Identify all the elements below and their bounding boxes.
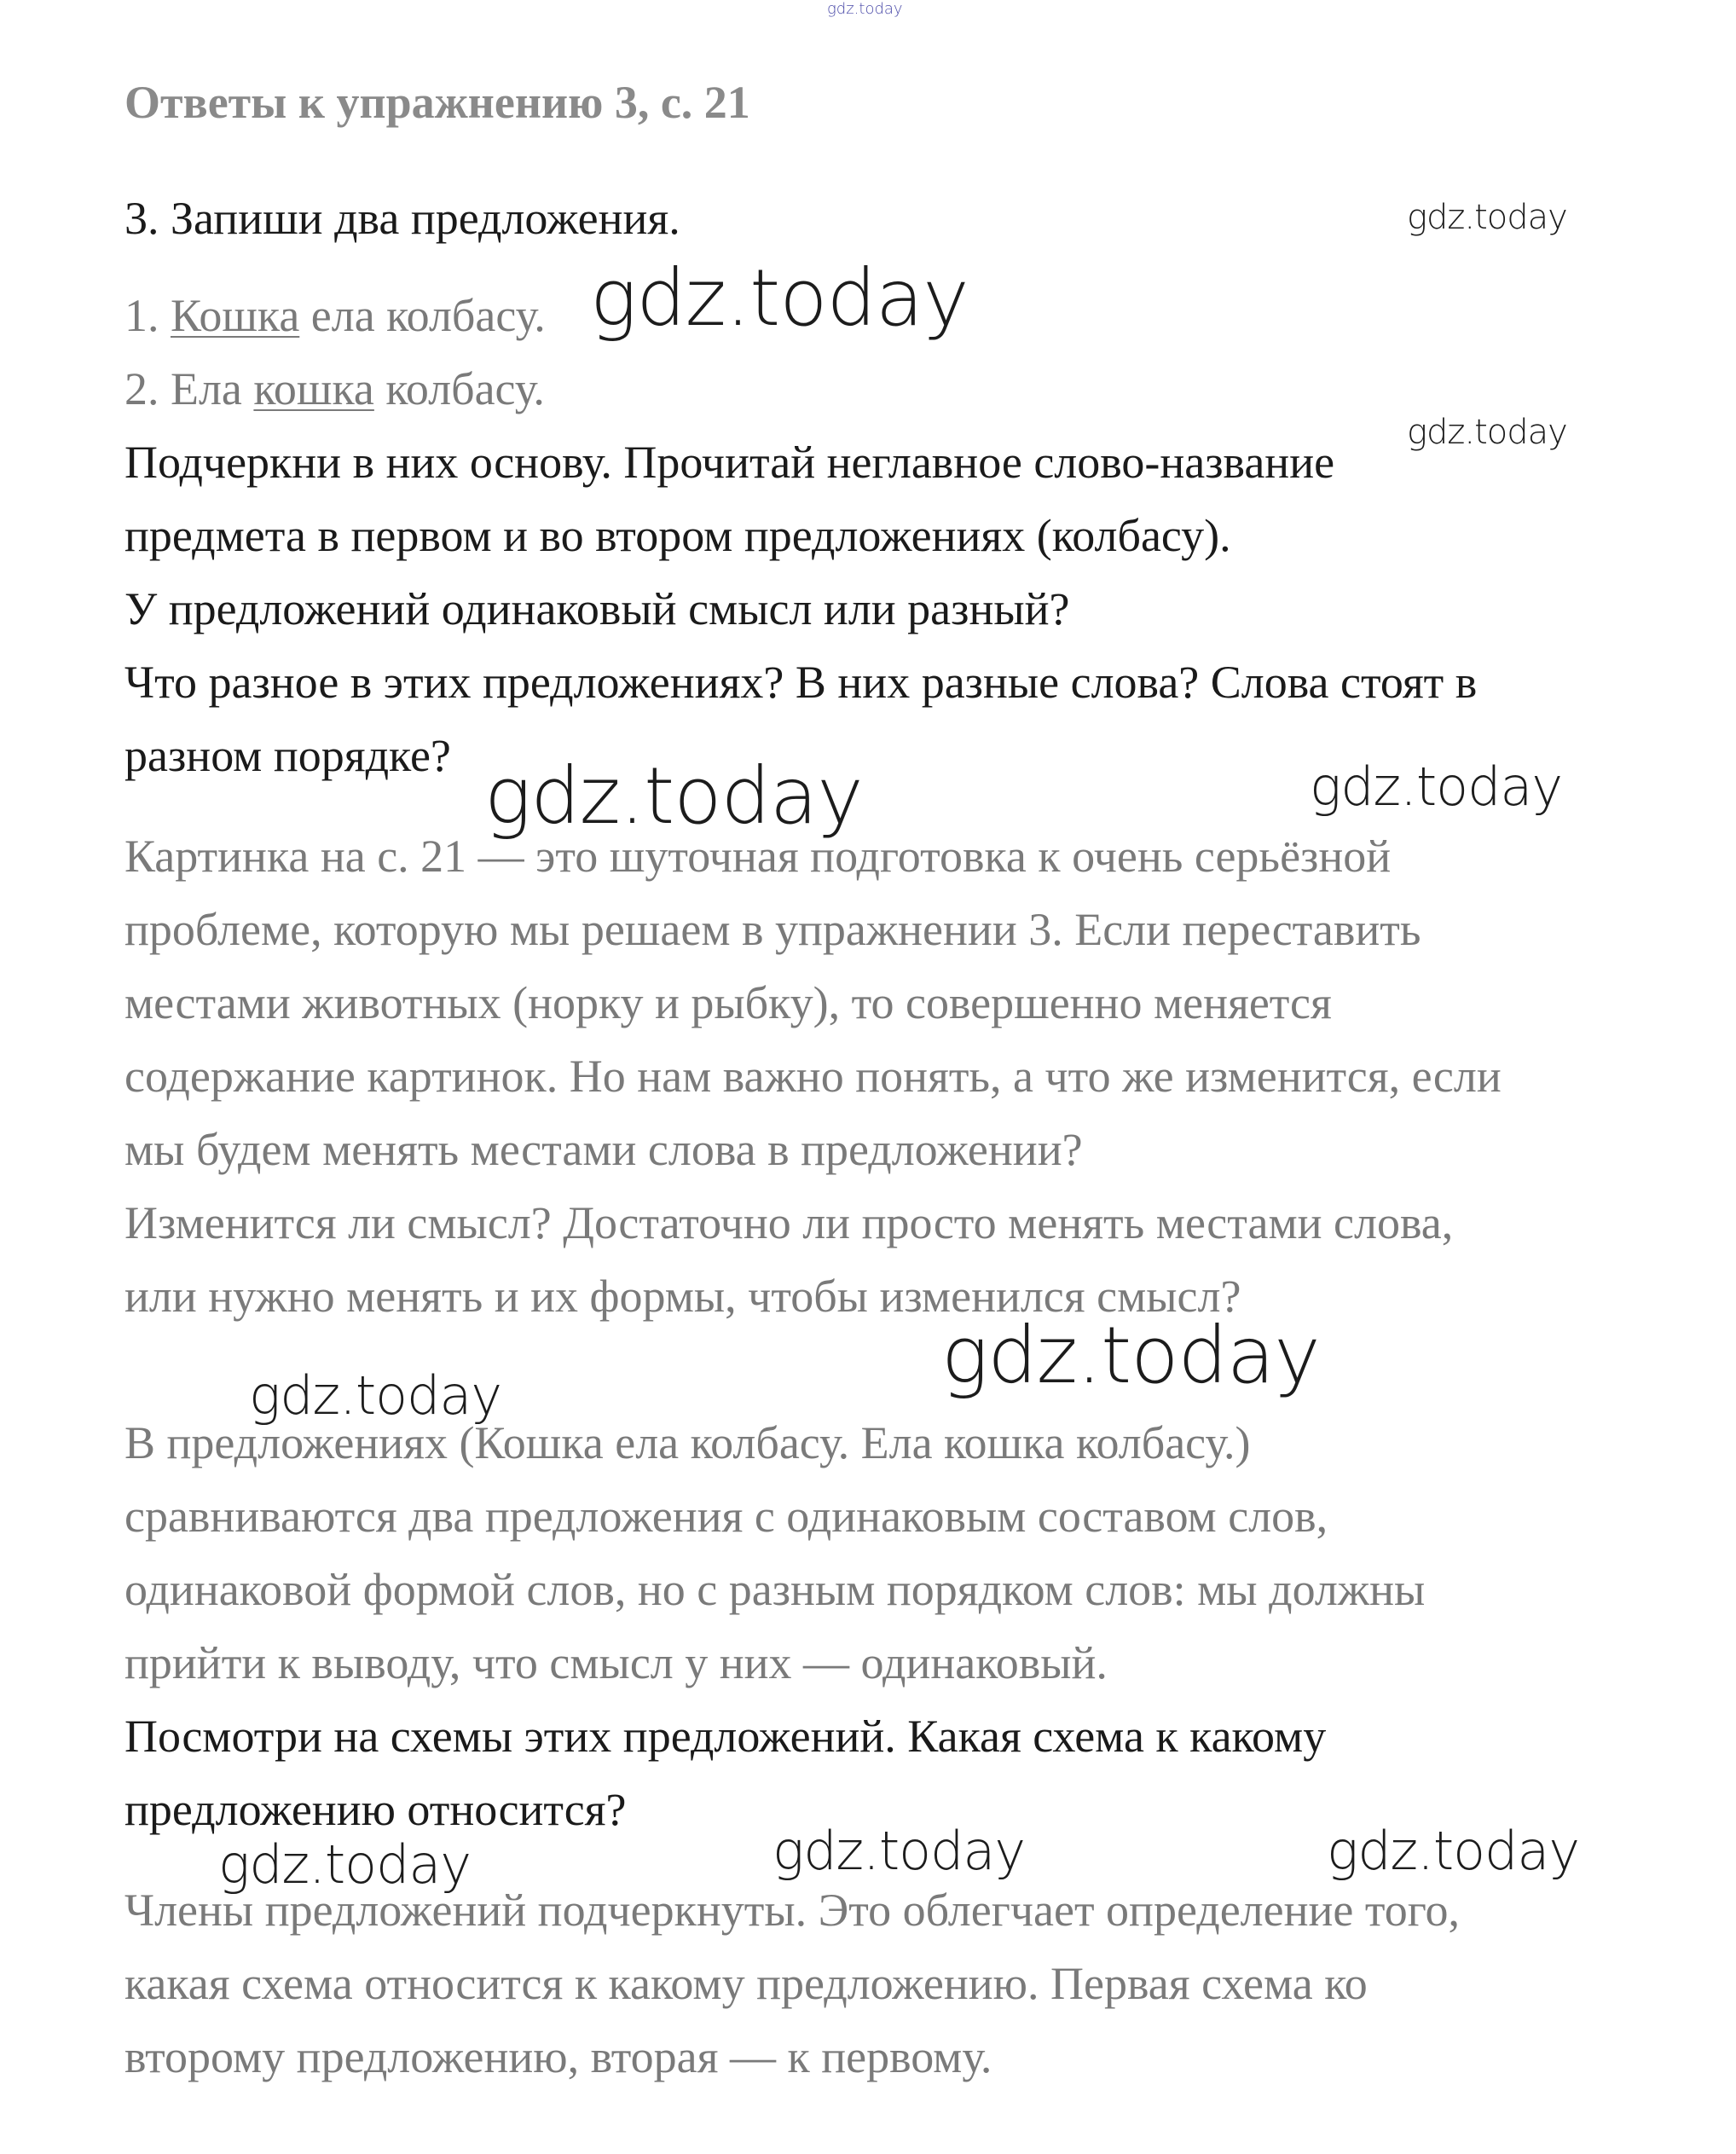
- watermark: gdz.today: [249, 1364, 502, 1427]
- sentence-2-before: 2. Ела: [124, 363, 242, 414]
- watermark-top: gdz.today: [827, 0, 903, 18]
- watermark: gdz.today: [1327, 1820, 1580, 1882]
- answer-line: проблеме, которую мы решаем в упражнении 3. Если переставить: [124, 904, 1421, 955]
- answer-line: прийти к выводу, что смысл у них — одинаковый.: [124, 1637, 1108, 1688]
- sentence-1-rest: ела колбасу.: [310, 290, 546, 341]
- answer-line: сравниваются два предложения с одинаковым составом слов,: [124, 1491, 1328, 1542]
- question-line: Что разное в этих предложениях? В них разные слова? Слова стоят в: [124, 657, 1478, 708]
- watermark: gdz.today: [1407, 413, 1567, 452]
- watermark: gdz.today: [590, 252, 969, 344]
- sentence-2-subject: кошка: [253, 363, 374, 414]
- answer-line: или нужно менять и их формы, чтобы изменился смысл?: [124, 1271, 1241, 1322]
- answer-line: Члены предложений подчеркнуты. Это облегчает определение того,: [124, 1885, 1461, 1936]
- question-line: У предложений одинаковый смысл или разный?: [124, 583, 1070, 634]
- question-line: разном порядке?: [124, 730, 451, 781]
- sentence-2: [124, 362, 545, 416]
- page-title: Ответы к упражнению 3, с. 21: [124, 77, 750, 128]
- question-line: Посмотри на схемы этих предложений. Какая схема к какому: [124, 1711, 1327, 1762]
- answer-line: местами животных (норку и рыбку), то совершенно меняется: [124, 977, 1332, 1028]
- answer-line: Картинка на с. 21 — это шуточная подготовка к очень серьёзной: [124, 831, 1392, 882]
- watermark: gdz.today: [218, 1833, 472, 1896]
- answer-line: Изменится ли смысл? Достаточно ли просто менять местами слова,: [124, 1197, 1454, 1248]
- answer-line: какая схема относится к какому предложению. Первая схема ко: [124, 1958, 1368, 2009]
- watermark: gdz.today: [773, 1820, 1026, 1882]
- watermark: gdz.today: [1407, 198, 1567, 237]
- sentence-1-subject: Кошка: [171, 290, 300, 341]
- answer-line: мы будем менять местами слова в предложении?: [124, 1124, 1083, 1175]
- answer-line: второму предложению, вторая — к первому.: [124, 2031, 992, 2082]
- task-heading: 3. Запиши два предложения.: [124, 193, 680, 244]
- sentence-1-number: 1.: [124, 290, 159, 341]
- watermark: gdz.today: [941, 1310, 1320, 1401]
- question-line: Подчеркни в них основу. Прочитай неглавное слово-название: [124, 437, 1335, 488]
- answer-line: одинаковой формой слов, но с разным порядком слов: мы должны: [124, 1564, 1426, 1615]
- watermark: gdz.today: [484, 750, 863, 842]
- question-line: предложению относится?: [124, 1784, 627, 1835]
- sentence-1: [124, 288, 546, 343]
- question-line: предмета в первом и во втором предложениях (колбасу).: [124, 510, 1231, 561]
- watermark: gdz.today: [1310, 756, 1563, 818]
- sentence-2-after: колбасу.: [385, 363, 545, 414]
- answer-line: содержание картинок. Но нам важно понять, а что же изменится, если: [124, 1051, 1502, 1102]
- answer-line: В предложениях (Кошка ела колбасу. Ела кошка колбасу.): [124, 1417, 1251, 1468]
